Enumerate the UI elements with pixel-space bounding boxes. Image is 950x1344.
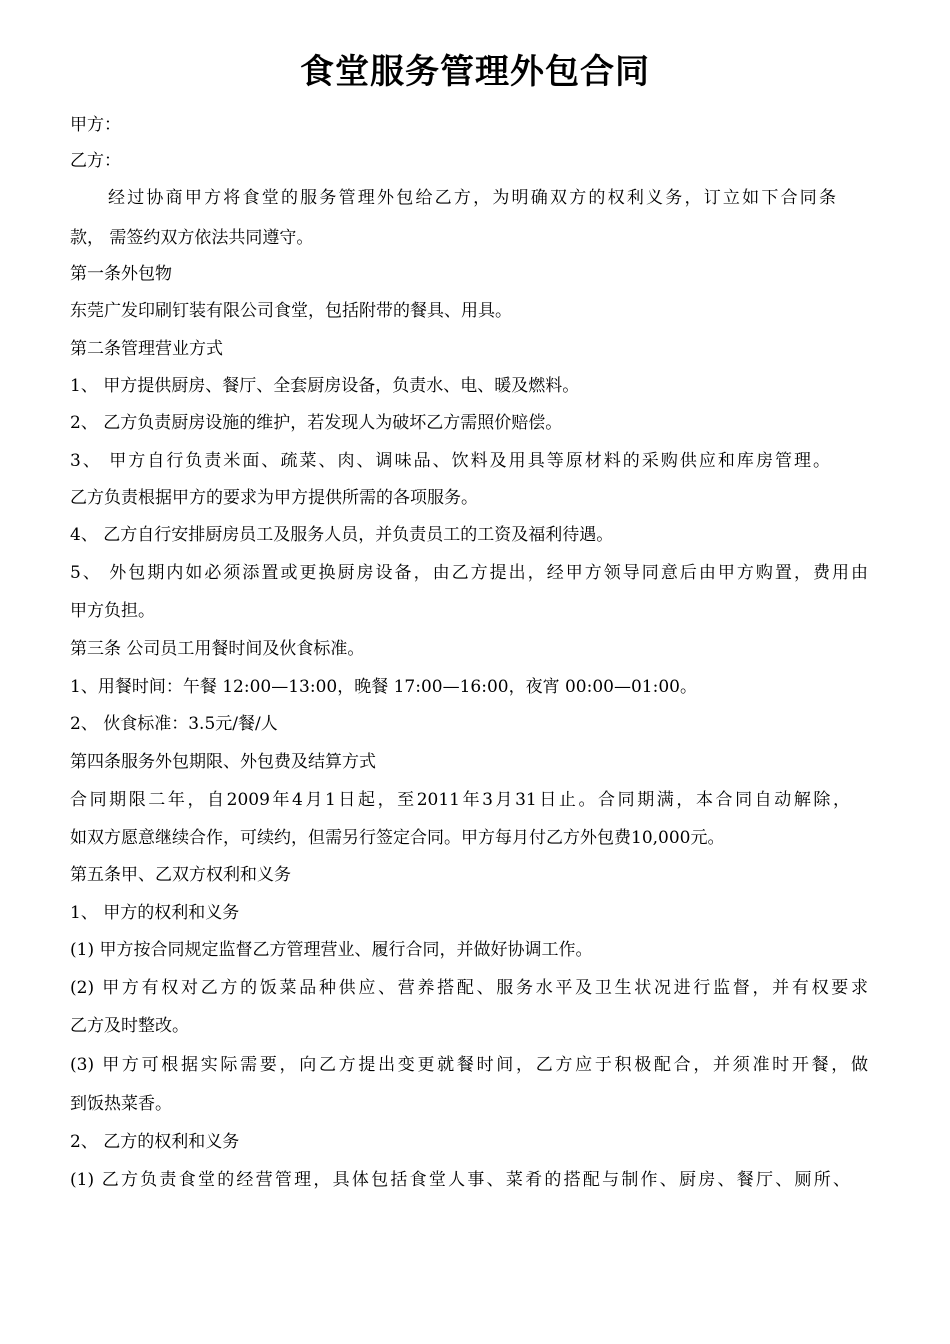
document-title: 食堂服务管理外包合同	[300, 52, 650, 92]
preamble-line-1: 经过协商甲方将食堂的服务管理外包给乙方，为明确双方的权利义务，订立如下合同条	[108, 188, 836, 208]
article-4-heading: 第四条服务外包期限、外包费及结算方式	[70, 752, 376, 772]
article-2-item-5: 5、 外包期内如必须添置或更换厨房设备，由乙方提出，经甲方领导同意后由甲方购置，费用由	[70, 563, 868, 583]
article-2-item-2: 2、 乙方负责厨房设施的维护，若发现人为破坏乙方需照价赔偿。	[70, 413, 563, 433]
article-4-text-2: 如双方愿意继续合作，可续约，但需另行签定合同。甲方每月付乙方外包费10,000元。	[70, 828, 725, 848]
party-b-label: 乙方：	[70, 151, 121, 171]
article-2-item-3-cont: 乙方负责根据甲方的要求为甲方提供所需的各项服务。	[70, 488, 478, 508]
preamble-line-2: 款， 需签约双方依法共同遵守。	[70, 228, 314, 248]
party-a-label: 甲方：	[70, 115, 121, 135]
article-2-heading: 第二条管理营业方式	[70, 339, 223, 359]
article-2-item-4: 4、 乙方自行安排厨房员工及服务人员，并负责员工的工资及福利待遇。	[70, 525, 614, 545]
article-3-item-2: 2、 伙食标准：3.5元/餐/人	[70, 714, 278, 734]
article-5-section-2: 2、 乙方的权利和义务	[70, 1132, 240, 1152]
article-5-1-item-2-cont: 乙方及时整改。	[70, 1016, 189, 1036]
article-5-1-item-3-cont: 到饭热菜香。	[70, 1094, 172, 1114]
article-1-heading: 第一条外包物	[70, 264, 172, 284]
article-3-heading: 第三条 公司员工用餐时间及伙食标准。	[70, 639, 365, 659]
article-1-text: 东莞广发印刷钉装有限公司食堂，包括附带的餐具、用具。	[70, 301, 512, 321]
article-3-item-1: 1、用餐时间：午餐 12:00—13:00，晚餐 17:00—16:00，夜宵 00:00—01:00。	[70, 677, 697, 697]
article-5-heading: 第五条甲、乙双方权利和义务	[70, 865, 291, 885]
article-5-1-item-3: (3) 甲方可根据实际需要，向乙方提出变更就餐时间，乙方应于积极配合，并须准时开餐，做	[70, 1055, 868, 1075]
article-5-section-1: 1、 甲方的权利和义务	[70, 903, 240, 923]
article-5-1-item-1: (1) 甲方按合同规定监督乙方管理营业、履行合同，并做好协调工作。	[70, 940, 593, 960]
article-5-1-item-2: (2) 甲方有权对乙方的饭菜品种供应、营养搭配、服务水平及卫生状况进行监督，并有权要求	[70, 978, 868, 998]
article-2-item-5-cont: 甲方负担。	[70, 601, 155, 621]
article-2-item-1: 1、 甲方提供厨房、餐厅、全套厨房设备，负责水、电、暖及燃料。	[70, 376, 580, 396]
article-4-text-1: 合同期限二年，自2009年4月1日起，至2011年3月31日止。合同期满，本合同自动解除，	[70, 790, 850, 810]
article-5-2-item-1: (1) 乙方负责食堂的经营管理，具体包括食堂人事、菜肴的搭配与制作、厨房、餐厅、厕所、	[70, 1170, 850, 1190]
article-2-item-3: 3、 甲方自行负责米面、疏菜、肉、调味品、饮料及用具等原材料的采购供应和库房管理。	[70, 451, 830, 471]
